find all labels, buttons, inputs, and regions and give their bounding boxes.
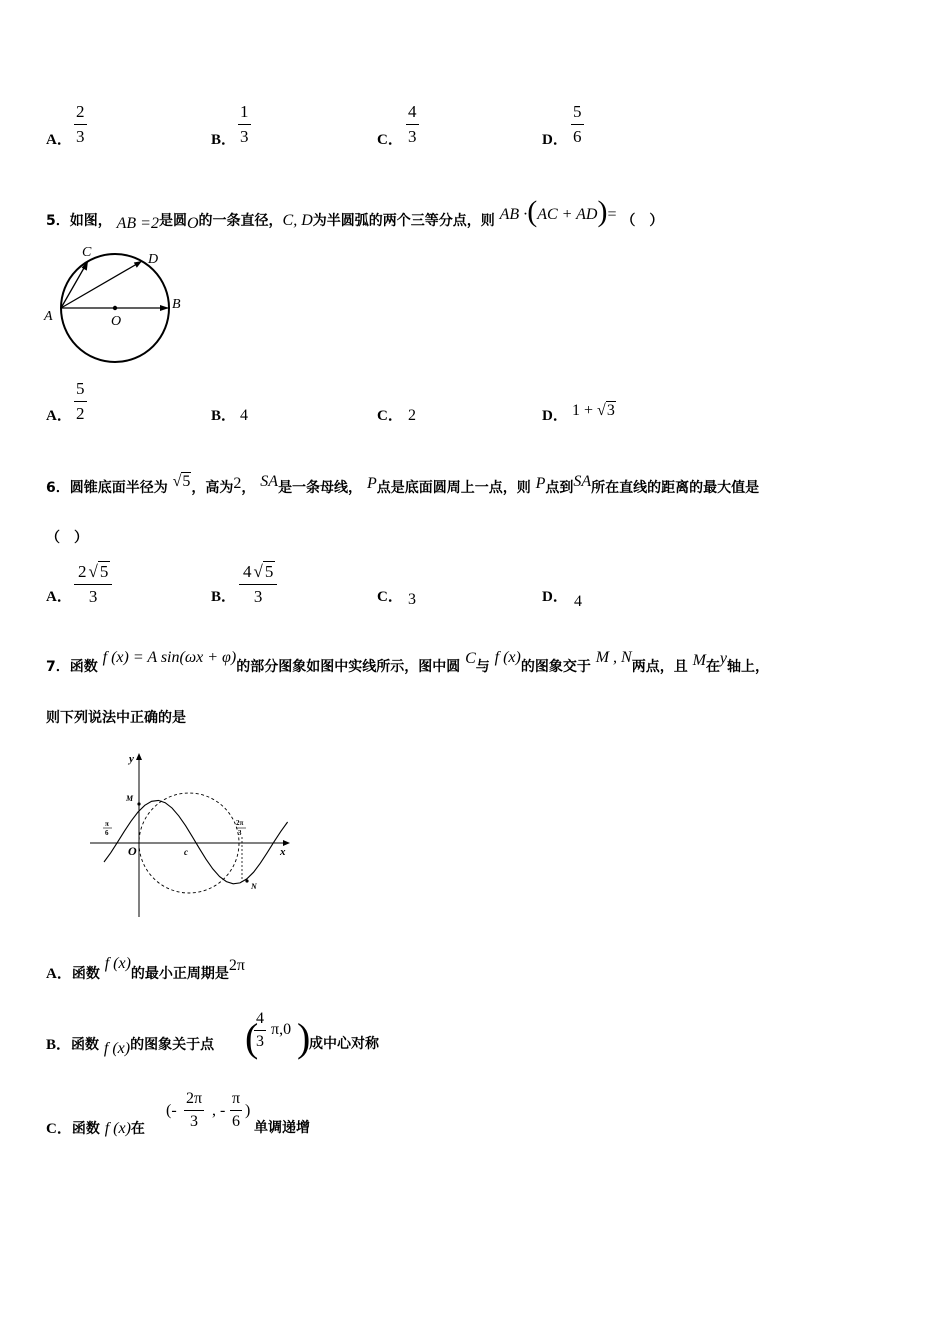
denominator: 3 xyxy=(408,127,417,146)
q7-option-c-frac1 xyxy=(184,1090,204,1131)
q7-option-c xyxy=(46,1117,145,1138)
q7-math-c: C xyxy=(465,650,476,667)
label-x: x xyxy=(280,846,286,858)
numerator: 5 xyxy=(76,379,85,398)
numerator: 2 √ 5 xyxy=(78,562,109,581)
q6-math-sqrt5: √5 xyxy=(172,473,191,490)
text: 函数 xyxy=(71,1037,100,1053)
q7-text-3: 与 xyxy=(475,659,490,675)
q4-option-a-fraction xyxy=(74,102,87,147)
q7-stem xyxy=(46,649,770,676)
denominator: 6 xyxy=(232,1113,241,1130)
arrow-d xyxy=(134,261,142,268)
q7-sine-graph xyxy=(84,742,314,922)
coef: 2 xyxy=(78,562,87,581)
q5-math-equals: = xyxy=(607,206,617,223)
math-2pi: 2π xyxy=(228,957,245,974)
q7-option-c-lparen: (- xyxy=(166,1102,177,1119)
q7-option-b-fraction xyxy=(254,1010,266,1051)
q6-math-p: P xyxy=(366,475,377,492)
q6-option-b-fraction xyxy=(239,562,277,607)
q6-math-2: 2 xyxy=(233,475,242,492)
text: 函数 xyxy=(71,1121,100,1137)
q7-option-a-label: A． xyxy=(46,966,72,982)
point-m xyxy=(137,802,140,805)
q6-stem xyxy=(46,473,760,497)
math-fx: f (x) xyxy=(104,955,131,972)
q4-option-c-label: C． xyxy=(377,132,403,148)
q5-option-d-value xyxy=(572,402,616,420)
center-point xyxy=(113,306,117,310)
q5-text-1: 如图， xyxy=(69,213,112,229)
q7-option-c-comma: , - xyxy=(212,1102,226,1119)
q6-option-a-label: A． xyxy=(46,589,72,605)
q7-option-b xyxy=(46,1033,215,1057)
q6-math-sa2: SA xyxy=(573,473,592,490)
arrow-b xyxy=(160,305,169,311)
numerator: 2 xyxy=(76,102,85,121)
q6-text-7: 所在直线的距离的最大值是 xyxy=(591,480,760,496)
denominator: 3 xyxy=(88,587,98,606)
q7-math-fx: f (x) xyxy=(494,649,521,666)
q5-stem: 5．如图， AB =2是圆O的一条直径，C, D为半圆弧的两个三等分点，则 AB ·(AC + AD)= （ ） xyxy=(46,195,664,232)
q6-text-5: 点是底面圆周上一点，则 xyxy=(376,480,531,496)
q7-option-b-label: B． xyxy=(46,1037,72,1053)
q7-option-b-point: π,0 xyxy=(271,1021,292,1038)
q7-math-y: y xyxy=(719,650,728,667)
q5-option-a-label: A． xyxy=(46,408,72,424)
q7-option-c-tail: 单调递增 xyxy=(254,1120,310,1136)
radicand: 5 xyxy=(264,562,274,581)
text: 的图象关于点 xyxy=(130,1037,215,1053)
q4-option-b-fraction xyxy=(238,102,251,147)
numerator: 5 xyxy=(573,102,582,121)
q5-math-ac-ad: AC + AD xyxy=(537,206,598,223)
q5-text-2: 是圆 xyxy=(158,213,187,229)
denominator: 3 xyxy=(76,127,85,146)
q7-math-mn: M , N xyxy=(595,649,632,666)
q5-option-b-label: B． xyxy=(211,408,237,424)
y-axis-arrow xyxy=(136,753,142,760)
q7-option-b-tail: 成中心对称 xyxy=(309,1036,379,1052)
label-c: c xyxy=(184,847,188,857)
q7-text-6: 在 xyxy=(705,659,720,675)
q6-math-p2: P xyxy=(535,475,546,492)
sine-curve xyxy=(104,800,288,883)
radicand: 5 xyxy=(99,562,109,581)
q6-option-b-label: B． xyxy=(211,589,237,605)
numerator: 4 xyxy=(256,1010,264,1027)
label-d: D xyxy=(148,252,159,267)
text: 函数 xyxy=(71,966,100,982)
q7-math-function: f (x) = A sin(ωx + φ) xyxy=(102,649,237,666)
denominator: 3 xyxy=(253,587,263,606)
q5-math-ab-dot: AB · xyxy=(499,206,528,223)
q6-option-c-label: C． xyxy=(377,589,403,605)
q7-text-5: 两点，且 xyxy=(631,659,688,675)
q6-number: 6． xyxy=(46,480,70,496)
q6-text-4: 是一条母线， xyxy=(278,480,363,496)
q7-option-a xyxy=(46,955,245,983)
q7-option-c-label: C． xyxy=(46,1121,72,1137)
q5-text-4: 为半圆弧的两个三等分点，则 xyxy=(312,213,495,229)
q6-text-1: 圆锥底面半径为 xyxy=(69,480,168,496)
radicand: 3 xyxy=(606,402,615,419)
numerator: 4 √ 5 xyxy=(243,562,274,581)
q6-text-2: ，高为 xyxy=(191,480,234,496)
text: 的最小正周期是 xyxy=(130,966,229,982)
q4-option-a-label: A． xyxy=(46,132,72,148)
q5-math-o: O xyxy=(186,215,199,232)
q4-option-d-fraction xyxy=(571,102,584,147)
q4-option-d-label: D． xyxy=(542,132,568,148)
q5-circle-figure xyxy=(40,240,200,375)
q7-text-4: 的图象交于 xyxy=(520,659,591,675)
q5-number: 5． xyxy=(46,213,70,229)
vector-ad xyxy=(61,261,142,308)
q7-text-7: 轴上， xyxy=(727,659,770,675)
q7-option-c-frac2 xyxy=(230,1090,242,1131)
numerator: 4 xyxy=(408,102,417,121)
label-o: O xyxy=(128,844,137,858)
q4-option-b-label: B． xyxy=(211,132,237,148)
q6-answer-blank: （ ） xyxy=(46,530,88,546)
prefix: 1 + xyxy=(572,402,598,419)
numerator: 1 xyxy=(240,102,249,121)
numerator: π xyxy=(232,1090,241,1107)
point-n xyxy=(245,879,248,882)
q7-math-m: M xyxy=(692,652,706,669)
denominator: 3 xyxy=(240,127,249,146)
q5-option-d-label: D． xyxy=(542,408,568,424)
math-fx: f (x) xyxy=(103,1040,131,1057)
q7-option-b-lparen: ( xyxy=(245,1015,259,1060)
label-a: A xyxy=(44,309,53,324)
text: 在 xyxy=(130,1121,145,1137)
q6-option-c-value: 3 xyxy=(408,591,416,608)
q7-option-b-rparen: ) xyxy=(297,1015,311,1060)
label-three: 3 xyxy=(238,829,242,837)
q6-option-d-value: 4 xyxy=(574,593,582,610)
q5-text-3: 的一条直径， xyxy=(198,213,283,229)
q7-stem-line2: 则下列说法中正确的是 xyxy=(46,710,186,726)
q7-number: 7． xyxy=(46,659,70,675)
q7-text-1: 函数 xyxy=(69,659,98,675)
q5-option-b-value: 4 xyxy=(240,407,248,424)
denominator: 3 xyxy=(190,1113,199,1130)
label-neg-pi: π xyxy=(105,820,109,828)
label-six: 6 xyxy=(105,829,109,837)
sqrt-sign: √ xyxy=(597,402,606,419)
q4-option-c-fraction xyxy=(406,102,419,147)
label-o: O xyxy=(111,314,122,329)
q7-option-c-rparen: ) xyxy=(245,1102,251,1119)
coef: 4 xyxy=(243,562,252,581)
label-two-pi: 2π xyxy=(236,819,244,827)
label-n: N xyxy=(251,882,257,891)
math-fx: f (x) xyxy=(104,1120,131,1137)
q5-math-ab2: AB =2 xyxy=(116,215,159,232)
q6-math-sa: SA xyxy=(260,473,279,490)
denominator: 3 xyxy=(256,1033,264,1050)
q5-option-c-label: C． xyxy=(377,408,403,424)
q6-text-6: 点到 xyxy=(545,480,574,496)
radicand: 5 xyxy=(182,473,191,490)
q6-text-3: ， xyxy=(241,480,256,496)
denominator: 6 xyxy=(573,127,582,146)
q7-text-2: 的部分图象如图中实线所示，图中圆 xyxy=(236,659,461,675)
q5-option-c-value: 2 xyxy=(408,407,416,424)
label-m: M xyxy=(126,794,134,803)
label-b: B xyxy=(172,297,181,312)
q5-option-a-fraction xyxy=(74,379,87,424)
numerator: 2π xyxy=(186,1090,203,1107)
q6-option-a-fraction xyxy=(74,562,112,607)
q5-math-cd: C, D xyxy=(282,212,313,229)
label-y: y xyxy=(129,753,134,765)
denominator: 2 xyxy=(76,404,85,423)
q6-option-d-label: D． xyxy=(542,589,568,605)
label-c: C xyxy=(82,245,92,260)
q5-answer-blank: （ ） xyxy=(621,213,664,229)
